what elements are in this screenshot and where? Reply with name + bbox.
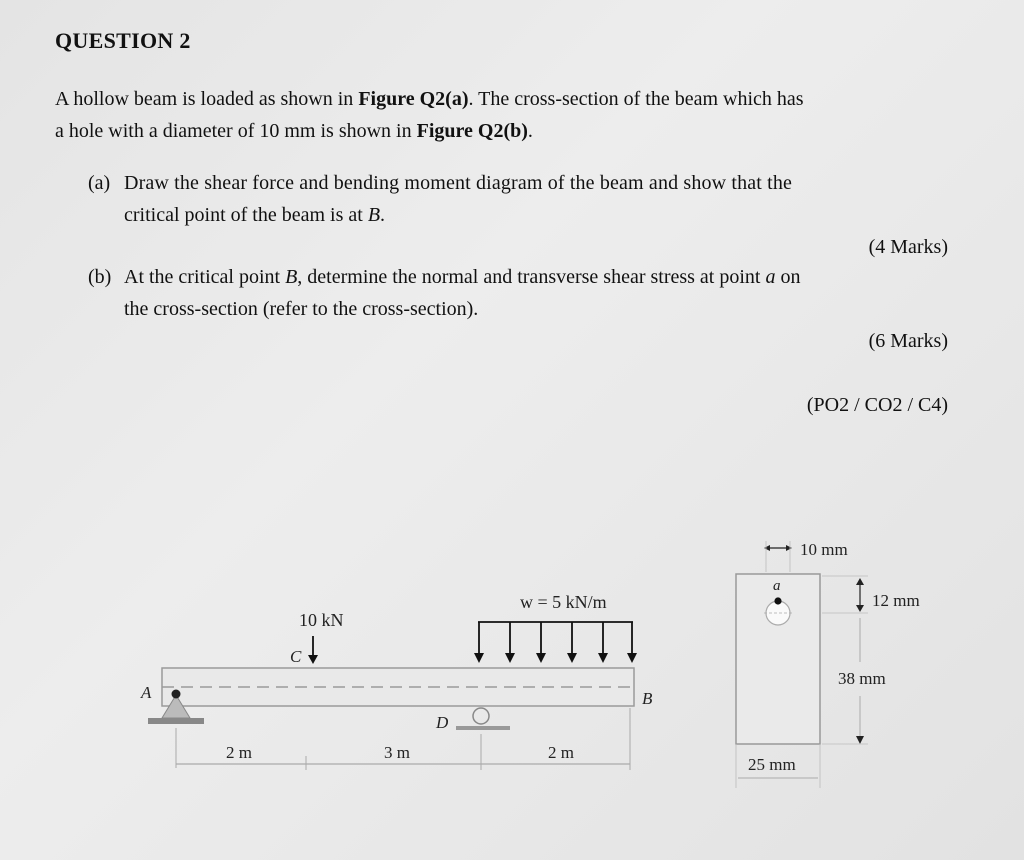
part-b-text: , determine the normal and transverse shear stress at point: [297, 266, 766, 288]
hole-dimension: [764, 541, 792, 572]
point-b-label: B: [642, 689, 653, 708]
outcomes-code: (PO2 / CO2 / C4): [806, 394, 948, 416]
question-title: QUESTION 2: [55, 28, 191, 53]
section-point-a-label: a: [773, 578, 781, 594]
part-a-text: .: [380, 204, 386, 226]
intro-text: . The cross-section of the beam which has: [468, 88, 804, 110]
part-b-text: on: [775, 266, 801, 288]
point-d-label: D: [436, 713, 449, 732]
point-c-label: C: [290, 647, 302, 666]
intro-text: .: [527, 120, 533, 142]
figure-ref-q2b: Figure Q2(b): [416, 120, 528, 142]
lower-dimension-label: 38 mm: [838, 669, 886, 688]
point-a-ref: a: [765, 266, 776, 288]
width-dimension-label: 25 mm: [748, 755, 796, 774]
figure-ref-q2a: Figure Q2(a): [358, 88, 469, 110]
part-a-label: (a): [88, 172, 111, 194]
intro-text: a hole with a diameter of 10 mm is shown in: [55, 120, 417, 142]
part-b-text: At the critical point: [124, 266, 286, 288]
point-a-dot: [774, 597, 781, 604]
span-cd-length: 3 m: [384, 743, 410, 762]
hole-diameter-label: 10 mm: [800, 540, 848, 559]
top-dimension-label: 12 mm: [872, 591, 920, 610]
part-b-line-2: the cross-section (refer to the cross-section).: [124, 298, 479, 320]
span-db-length: 2 m: [548, 743, 574, 762]
point-a-label: A: [141, 683, 152, 702]
point-load-label: 10 kN: [299, 610, 344, 630]
part-b-label: (b): [88, 266, 112, 288]
part-b-marks: (6 Marks): [868, 330, 948, 352]
point-b-ref: B: [285, 266, 298, 288]
intro-text: A hollow beam is loaded as shown in: [55, 88, 359, 110]
point-b-ref: B: [367, 204, 381, 226]
part-a-text: critical point of the beam is at: [124, 204, 368, 226]
top-dimension: [822, 576, 868, 613]
part-a-line-1: Draw the shear force and bending moment diagram of the beam and show that the: [124, 172, 792, 194]
distributed-load-label: w = 5 kN/m: [520, 592, 607, 612]
span-ac-length: 2 m: [226, 743, 252, 762]
part-a-marks: (4 Marks): [868, 236, 948, 258]
